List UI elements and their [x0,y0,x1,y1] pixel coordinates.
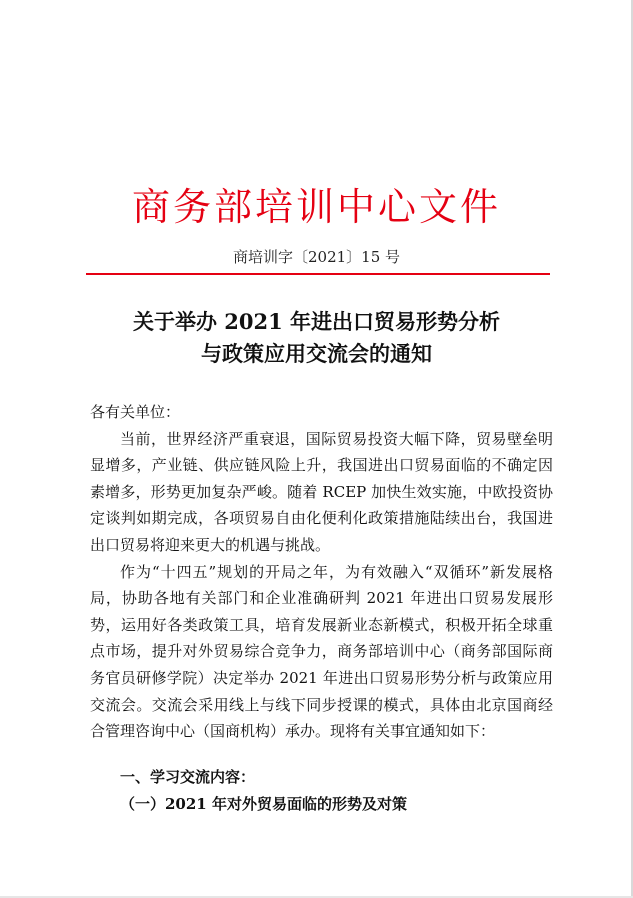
subsection-heading: （一）2021 年对外贸易面临的形势及对策 [120,795,407,813]
red-divider-rule [86,273,550,275]
title-line-2: 与政策应用交流会的通知 [201,341,432,366]
paragraph-background: 当前，世界经济严重衰退，国际贸易投资大幅下降，贸易壁垒明显增多，产业链、供应链风险上升，我国进出口贸易面临的不确定因素增多，形势更加复杂严峻。随着 RCEP 加快生效实施，中欧投资协定谈判如期完成，各项贸易自由化便利化政策措施陆续出台，我国进出口贸易将迎来更大的机遇与挑战。 [90,429,553,554]
document-number: 商培训字〔2021〕15 号 [232,248,401,266]
paragraph-purpose: 作为“十四五”规划的开局之年，为有效融入“双循环”新发展格局，协助各地有关部门和企业准确研判 2021 年进出口贸易发展形势，运用好各类政策工具，培育发展新业态新模式，积极开拓全球重点市场，提升对外贸易综合竞争力，商务部培训中心（商务部国际商务官员研修学院）决定举办 2021 年进出口贸易形势分析与政策应用交流会。交流会采用线上与线下同步授课的模式，具体由北京国商经合管理咨询中心（国商机构）承办。现将有关事宜通知如下： [90,562,553,741]
title-line-1: 关于举办 2021 年进出口贸易形势分析 [132,309,501,334]
notice-body [90,399,553,745]
salutation: 各有关单位： [90,403,181,421]
section-heading: 一、学习交流内容： [120,768,256,786]
issuer-header: 商务部培训中心文件 [131,185,501,229]
notice-title [0,306,633,370]
